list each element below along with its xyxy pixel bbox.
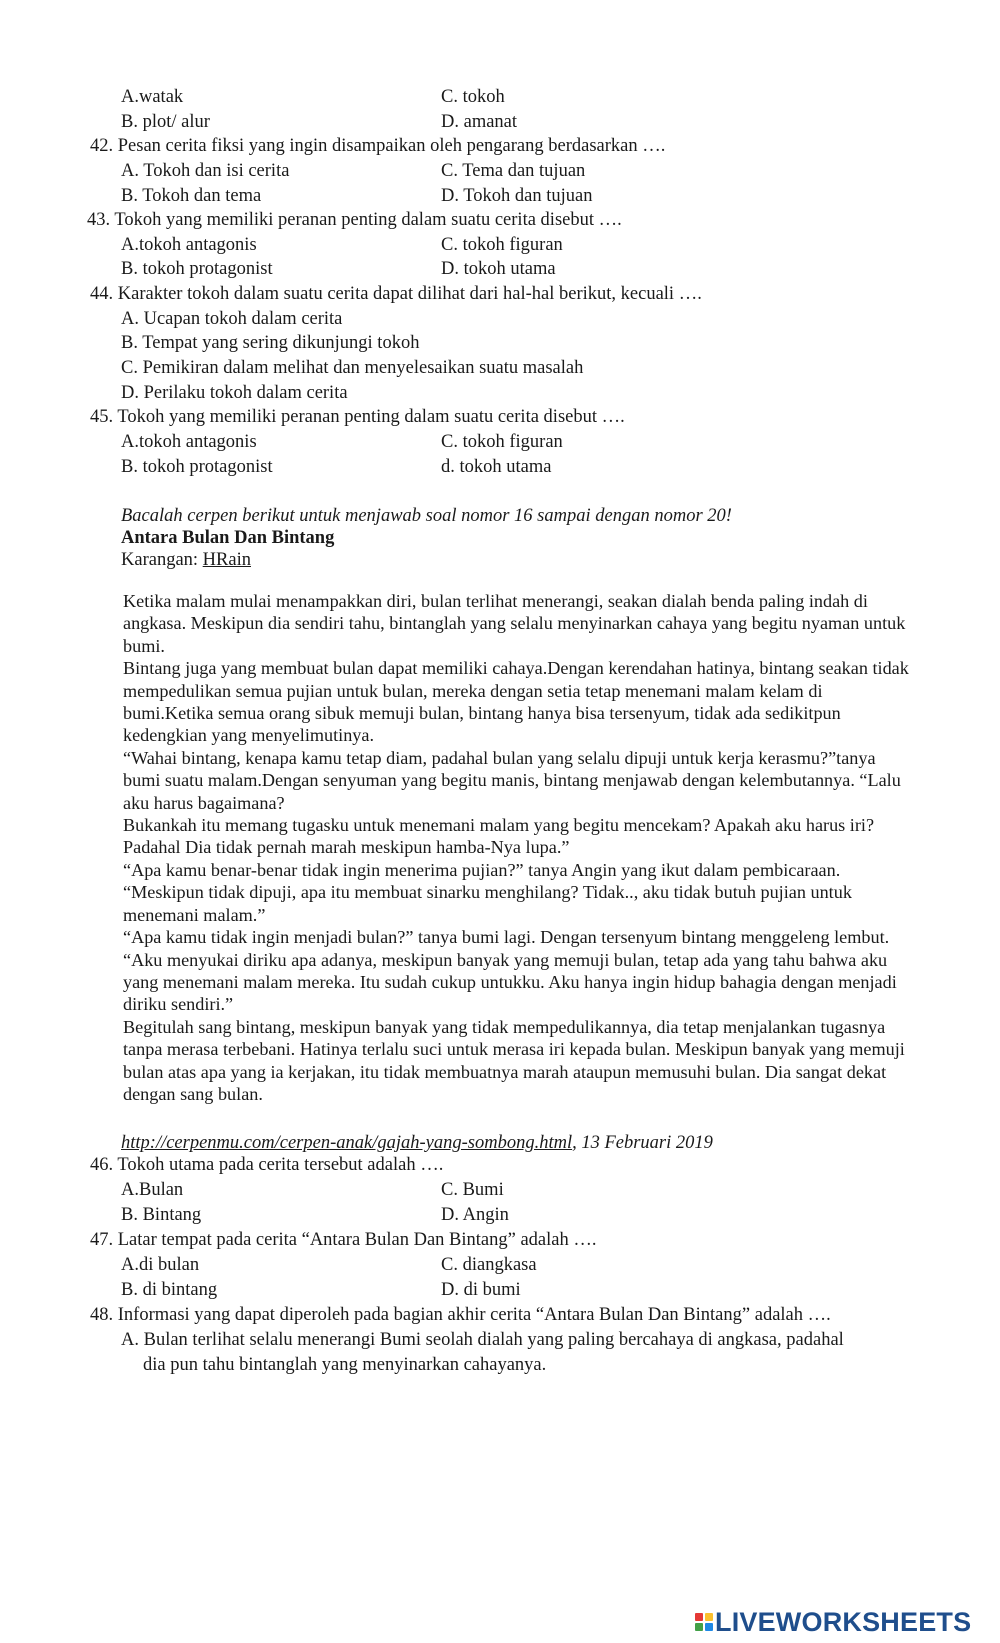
story-paragraph: Bukankah itu memang tugasku untuk menemani malam yang begitu mencekam? Apakah aku harus iri? Padahal Dia tidak pernah marah meskipun hamba-Nya lupa.” xyxy=(123,815,875,858)
q43-option-b: B. tokoh protagonist xyxy=(121,259,273,279)
q47-option-a: A.di bulan xyxy=(121,1255,200,1275)
q47-option-c: C. diangkasa xyxy=(441,1255,537,1275)
q43-question: 43. Tokoh yang memiliki peranan penting dalam suatu cerita disebut …. xyxy=(87,210,622,230)
q42-option-b: B. Tokoh dan tema xyxy=(121,186,262,206)
story-paragraph: “Wahai bintang, kenapa kamu tetap diam, padahal bulan yang selalu dipuji untuk kerja kerasmu?”tanya bumi suatu malam.Dengan senyuman yang begitu manis, bintang menjawab dengan kelembutannya. “Lalu aku harus bagaimana? xyxy=(123,747,901,813)
q43-option-c: C. tokoh figuran xyxy=(441,235,563,255)
story-paragraph: Ketika malam mulai menampakkan diri, bulan terlihat menerangi, seakan dialah benda paling indah di angkasa. Meskipun dia sendiri tahu, bintanglah yang selalu menyinarkan cahaya yang begitu nyaman untuk bumi. xyxy=(123,591,906,656)
q44-option-d: D. Perilaku tokoh dalam cerita xyxy=(121,383,348,403)
q48-option-a-line2: dia pun tahu bintanglah yang menyinarkan cahayanya. xyxy=(143,1355,547,1375)
q47-option-b: B. di bintang xyxy=(121,1280,218,1300)
q45-option-d: d. tokoh utama xyxy=(441,457,552,477)
q46-option-a: A.Bulan xyxy=(121,1180,184,1200)
q41-option-a: A.watak xyxy=(121,87,184,107)
q47-option-d: D. di bumi xyxy=(441,1280,521,1300)
story-title: Antara Bulan Dan Bintang xyxy=(121,528,335,548)
story-body xyxy=(123,590,913,1105)
q48-question: 48. Informasi yang dapat diperoleh pada bagian akhir cerita “Antara Bulan Dan Bintang” adalah …. xyxy=(90,1305,831,1325)
story-paragraph: “Apa kamu tidak ingin menjadi bulan?” tanya bumi lagi. Dengan tersenyum bintang menggeleng lembut. xyxy=(123,927,890,948)
q45-option-b: B. tokoh protagonist xyxy=(121,457,273,477)
liveworksheets-logo-icon xyxy=(695,1613,713,1631)
q46-question: 46. Tokoh utama pada cerita tersebut adalah …. xyxy=(90,1155,444,1175)
story-author-line xyxy=(121,551,251,570)
q45-option-c: C. tokoh figuran xyxy=(441,432,563,452)
q45-option-a: A.tokoh antagonis xyxy=(121,432,257,452)
q42-question: 42. Pesan cerita fiksi yang ingin disampaikan oleh pengarang berdasarkan …. xyxy=(90,136,666,156)
q45-question: 45. Tokoh yang memiliki peranan penting dalam suatu cerita disebut …. xyxy=(90,407,625,427)
q44-question: 44. Karakter tokoh dalam suatu cerita dapat dilihat dari hal-hal berikut, kecuali …. xyxy=(90,284,702,304)
q44-option-c: C. Pemikiran dalam melihat dan menyelesaikan suatu masalah xyxy=(121,358,584,378)
liveworksheets-wordmark: LIVEWORKSHEETS xyxy=(715,1606,972,1637)
logo-square-yellow xyxy=(705,1613,713,1621)
story-author-label: Karangan: xyxy=(121,550,203,570)
q43-option-a: A.tokoh antagonis xyxy=(121,235,257,255)
story-paragraph: “Aku menyukai diriku apa adanya, meskipun banyak yang memuji bulan, tetap ada yang tahu bahwa aku yang menemani malam mereka. Itu sudah cukup untukku. Aku hanya ingin hidup bahagia dengan menjadi diriku sendiri.” xyxy=(123,949,897,1015)
story-author-name: HRain xyxy=(202,550,251,570)
story-paragraph: “Meskipun tidak dipuji, apa itu membuat sinarku menghilang? Tidak.., aku tidak butuh pujian untuk menemani malam.” xyxy=(123,882,852,925)
logo-square-blue xyxy=(705,1623,713,1631)
liveworksheets-watermark[interactable] xyxy=(695,1607,971,1637)
q47-question: 47. Latar tempat pada cerita “Antara Bulan Dan Bintang” adalah …. xyxy=(90,1230,597,1250)
story-source xyxy=(121,1134,713,1153)
logo-square-red xyxy=(695,1613,703,1621)
story-source-date: , 13 Februari 2019 xyxy=(572,1133,713,1153)
q48-option-a-line1: A. Bulan terlihat selalu menerangi Bumi seolah dialah yang paling bercahaya di angkasa, padahal xyxy=(121,1330,844,1350)
story-paragraph: “Apa kamu benar-benar tidak ingin menerima pujian?” tanya Angin yang ikut dalam pembicaraan. xyxy=(123,859,841,880)
q43-option-d: D. tokoh utama xyxy=(441,259,556,279)
q46-option-c: C. Bumi xyxy=(441,1180,504,1200)
q46-option-d: D. Angin xyxy=(441,1205,509,1225)
q42-option-c: C. Tema dan tujuan xyxy=(441,161,586,181)
q46-option-b: B. Bintang xyxy=(121,1205,202,1225)
q41-option-c: C. tokoh xyxy=(441,87,505,107)
q41-option-b: B. plot/ alur xyxy=(121,112,210,132)
q44-option-b: B. Tempat yang sering dikunjungi tokoh xyxy=(121,333,420,353)
story-instruction: Bacalah cerpen berikut untuk menjawab soal nomor 16 sampai dengan nomor 20! xyxy=(121,506,732,526)
q42-option-d: D. Tokoh dan tujuan xyxy=(441,186,593,206)
q42-option-a: A. Tokoh dan isi cerita xyxy=(121,161,290,181)
q41-option-d: D. amanat xyxy=(441,112,518,132)
story-source-link[interactable]: http://cerpenmu.com/cerpen-anak/gajah-yang-sombong.html xyxy=(121,1133,573,1153)
story-paragraph: Begitulah sang bintang, meskipun banyak yang tidak mempedulikannya, dia tetap menjalankan tugasnya tanpa merasa terbebani. Hatinya terlalu suci untuk merasa iri kepada bulan. Meskipun banyak yang memuji bulan atas apa yang ia kerjakan, itu tidak membuatnya marah ataupun memusuhi bulan. Dia sangat dekat dengan sang bulan. xyxy=(123,1016,905,1104)
logo-square-green xyxy=(695,1623,703,1631)
q44-option-a: A. Ucapan tokoh dalam cerita xyxy=(121,309,343,329)
story-paragraph: Bintang juga yang membuat bulan dapat memiliki cahaya.Dengan kerendahan hatinya, bintang seakan tidak mempedulikan semua pujian untuk bulan, mereka dengan setia tetap menemani malam kelam di bumi.Ketika semua orang sibuk memuji bulan, bintang hanya bisa tersenyum, tidak ada sedikitpun kedengkian yang menyelimutinya. xyxy=(123,658,909,746)
